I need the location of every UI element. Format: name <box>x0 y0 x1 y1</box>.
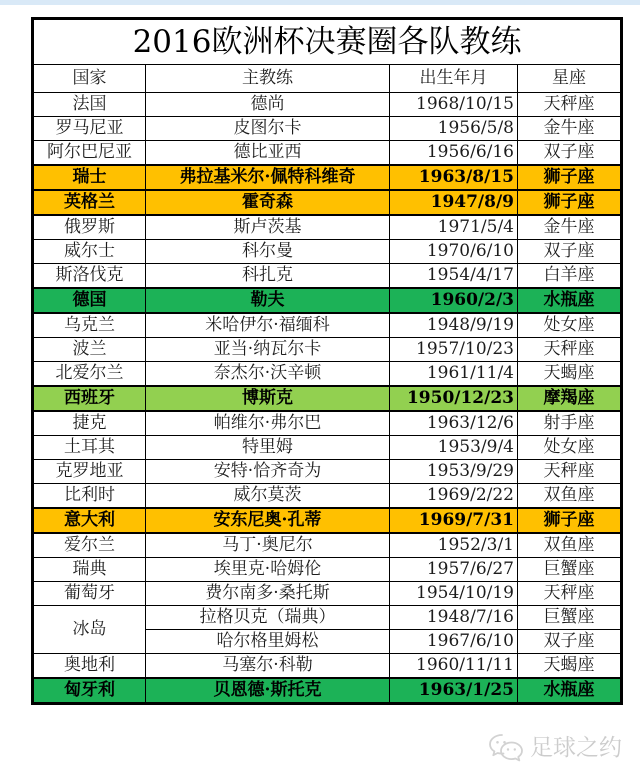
zodiac-cell: 摩羯座 <box>518 386 622 411</box>
watermark <box>488 733 622 763</box>
coaches-table <box>31 17 623 705</box>
zodiac-cell: 处女座 <box>518 313 622 338</box>
country-cell: 乌克兰 <box>33 313 146 338</box>
coach-cell: 帕维尔·弗尔巴 <box>146 411 390 436</box>
coach-cell: 埃里克·哈姆伦 <box>146 558 390 582</box>
country-cell: 葡萄牙 <box>33 582 146 606</box>
column-header-1: 主教练 <box>146 65 390 93</box>
table-row <box>33 386 622 411</box>
coach-cell: 费尔南多·桑托斯 <box>146 582 390 606</box>
table-row <box>33 313 622 338</box>
zodiac-cell: 巨蟹座 <box>518 606 622 630</box>
zodiac-cell: 狮子座 <box>518 190 622 215</box>
table-row <box>33 264 622 289</box>
zodiac-cell: 天秤座 <box>518 460 622 484</box>
top-strip <box>0 0 640 5</box>
country-cell: 比利时 <box>33 484 146 509</box>
country-cell: 奥地利 <box>33 654 146 679</box>
table-row <box>33 678 622 704</box>
zodiac-cell: 天秤座 <box>518 582 622 606</box>
table-row <box>33 288 622 313</box>
coach-cell: 德尚 <box>146 93 390 117</box>
country-cell: 冰岛 <box>33 606 146 654</box>
table-row <box>33 338 622 362</box>
country-cell: 西班牙 <box>33 386 146 411</box>
table-row <box>33 558 622 582</box>
table-row <box>33 533 622 558</box>
country-cell: 阿尔巴尼亚 <box>33 141 146 166</box>
table-row <box>33 190 622 215</box>
table-row <box>33 362 622 387</box>
coach-cell: 奈杰尔·沃辛顿 <box>146 362 390 387</box>
zodiac-cell: 巨蟹座 <box>518 558 622 582</box>
country-cell: 北爱尔兰 <box>33 362 146 387</box>
zodiac-cell: 双子座 <box>518 141 622 166</box>
birth-date-cell: 1963/12/6 <box>390 411 518 436</box>
birth-date-cell: 1957/10/23 <box>390 338 518 362</box>
table-row <box>33 606 622 630</box>
coach-cell: 斯卢茨基 <box>146 215 390 240</box>
table-row <box>33 582 622 606</box>
zodiac-cell: 双鱼座 <box>518 484 622 509</box>
birth-date-cell: 1969/2/22 <box>390 484 518 509</box>
coach-cell: 弗拉基米尔·佩特科维奇 <box>146 165 390 190</box>
country-cell: 德国 <box>33 288 146 313</box>
birth-date-cell: 1948/7/16 <box>390 606 518 630</box>
wechat-icon <box>488 733 524 763</box>
coach-cell: 皮图尔卡 <box>146 117 390 141</box>
birth-date-cell: 1948/9/19 <box>390 313 518 338</box>
zodiac-cell: 狮子座 <box>518 508 622 533</box>
table-row <box>33 460 622 484</box>
country-cell: 斯洛伐克 <box>33 264 146 289</box>
header-row <box>33 65 622 93</box>
birth-date-cell: 1954/10/19 <box>390 582 518 606</box>
zodiac-cell: 天秤座 <box>518 338 622 362</box>
coach-cell: 马塞尔·科勒 <box>146 654 390 679</box>
birth-date-cell: 1968/10/15 <box>390 93 518 117</box>
country-cell: 瑞典 <box>33 558 146 582</box>
country-cell: 瑞士 <box>33 165 146 190</box>
country-cell: 英格兰 <box>33 190 146 215</box>
zodiac-cell: 天蝎座 <box>518 362 622 387</box>
table-row <box>33 117 622 141</box>
coach-cell: 德比亚西 <box>146 141 390 166</box>
column-header-0: 国家 <box>33 65 146 93</box>
column-header-3: 星座 <box>518 65 622 93</box>
coach-cell: 霍奇森 <box>146 190 390 215</box>
zodiac-cell: 狮子座 <box>518 165 622 190</box>
coach-cell: 科扎克 <box>146 264 390 289</box>
country-cell: 克罗地亚 <box>33 460 146 484</box>
birth-date-cell: 1953/9/29 <box>390 460 518 484</box>
coach-cell: 贝恩德·斯托克 <box>146 678 390 704</box>
coach-cell: 威尔莫茨 <box>146 484 390 509</box>
birth-date-cell: 1971/5/4 <box>390 215 518 240</box>
coach-cell: 勒夫 <box>146 288 390 313</box>
coach-cell: 安特·恰齐奇为 <box>146 460 390 484</box>
birth-date-cell: 1960/11/11 <box>390 654 518 679</box>
table-row <box>33 165 622 190</box>
zodiac-cell: 水瓶座 <box>518 288 622 313</box>
coach-cell: 博斯克 <box>146 386 390 411</box>
table-row <box>33 141 622 166</box>
country-cell: 土耳其 <box>33 436 146 460</box>
birth-date-cell: 1952/3/1 <box>390 533 518 558</box>
zodiac-cell: 双子座 <box>518 240 622 264</box>
zodiac-cell: 双子座 <box>518 630 622 654</box>
birth-date-cell: 1970/6/10 <box>390 240 518 264</box>
country-cell: 意大利 <box>33 508 146 533</box>
birth-date-cell: 1956/6/16 <box>390 141 518 166</box>
zodiac-cell: 天秤座 <box>518 93 622 117</box>
birth-date-cell: 1963/1/25 <box>390 678 518 704</box>
coach-cell: 拉格贝克（瑞典） <box>146 606 390 630</box>
table-row <box>33 411 622 436</box>
birth-date-cell: 1967/6/10 <box>390 630 518 654</box>
country-cell: 罗马尼亚 <box>33 117 146 141</box>
birth-date-cell: 1950/12/23 <box>390 386 518 411</box>
table-row <box>33 215 622 240</box>
zodiac-cell: 处女座 <box>518 436 622 460</box>
watermark-text: 足球之约 <box>530 735 622 761</box>
title-row <box>33 19 622 65</box>
birth-date-cell: 1954/4/17 <box>390 264 518 289</box>
country-cell: 波兰 <box>33 338 146 362</box>
birth-date-cell: 1969/7/31 <box>390 508 518 533</box>
table-row <box>33 508 622 533</box>
birth-date-cell: 1953/9/4 <box>390 436 518 460</box>
birth-date-cell: 1963/8/15 <box>390 165 518 190</box>
birth-date-cell: 1957/6/27 <box>390 558 518 582</box>
table-row <box>33 484 622 509</box>
country-cell: 法国 <box>33 93 146 117</box>
zodiac-cell: 水瓶座 <box>518 678 622 704</box>
birth-date-cell: 1947/8/9 <box>390 190 518 215</box>
table-row <box>33 93 622 117</box>
coach-cell: 安东尼奥·孔蒂 <box>146 508 390 533</box>
country-cell: 匈牙利 <box>33 678 146 704</box>
coach-cell: 特里姆 <box>146 436 390 460</box>
table-row <box>33 240 622 264</box>
country-cell: 威尔士 <box>33 240 146 264</box>
zodiac-cell: 天蝎座 <box>518 654 622 679</box>
coach-cell: 米哈伊尔·福缅科 <box>146 313 390 338</box>
birth-date-cell: 1956/5/8 <box>390 117 518 141</box>
country-cell: 爱尔兰 <box>33 533 146 558</box>
zodiac-cell: 金牛座 <box>518 117 622 141</box>
coach-cell: 哈尔格里姆松 <box>146 630 390 654</box>
country-cell: 俄罗斯 <box>33 215 146 240</box>
birth-date-cell: 1961/11/4 <box>390 362 518 387</box>
table-row <box>33 654 622 679</box>
coach-cell: 马丁·奥尼尔 <box>146 533 390 558</box>
coach-cell: 亚当·纳瓦尔卡 <box>146 338 390 362</box>
page-title: 2016欧洲杯决赛圈各队教练 <box>33 19 622 65</box>
zodiac-cell: 射手座 <box>518 411 622 436</box>
country-cell: 捷克 <box>33 411 146 436</box>
zodiac-cell: 金牛座 <box>518 215 622 240</box>
birth-date-cell: 1960/2/3 <box>390 288 518 313</box>
zodiac-cell: 白羊座 <box>518 264 622 289</box>
table-row <box>33 436 622 460</box>
column-header-2: 出生年月 <box>390 65 518 93</box>
zodiac-cell: 双鱼座 <box>518 533 622 558</box>
coach-cell: 科尔曼 <box>146 240 390 264</box>
